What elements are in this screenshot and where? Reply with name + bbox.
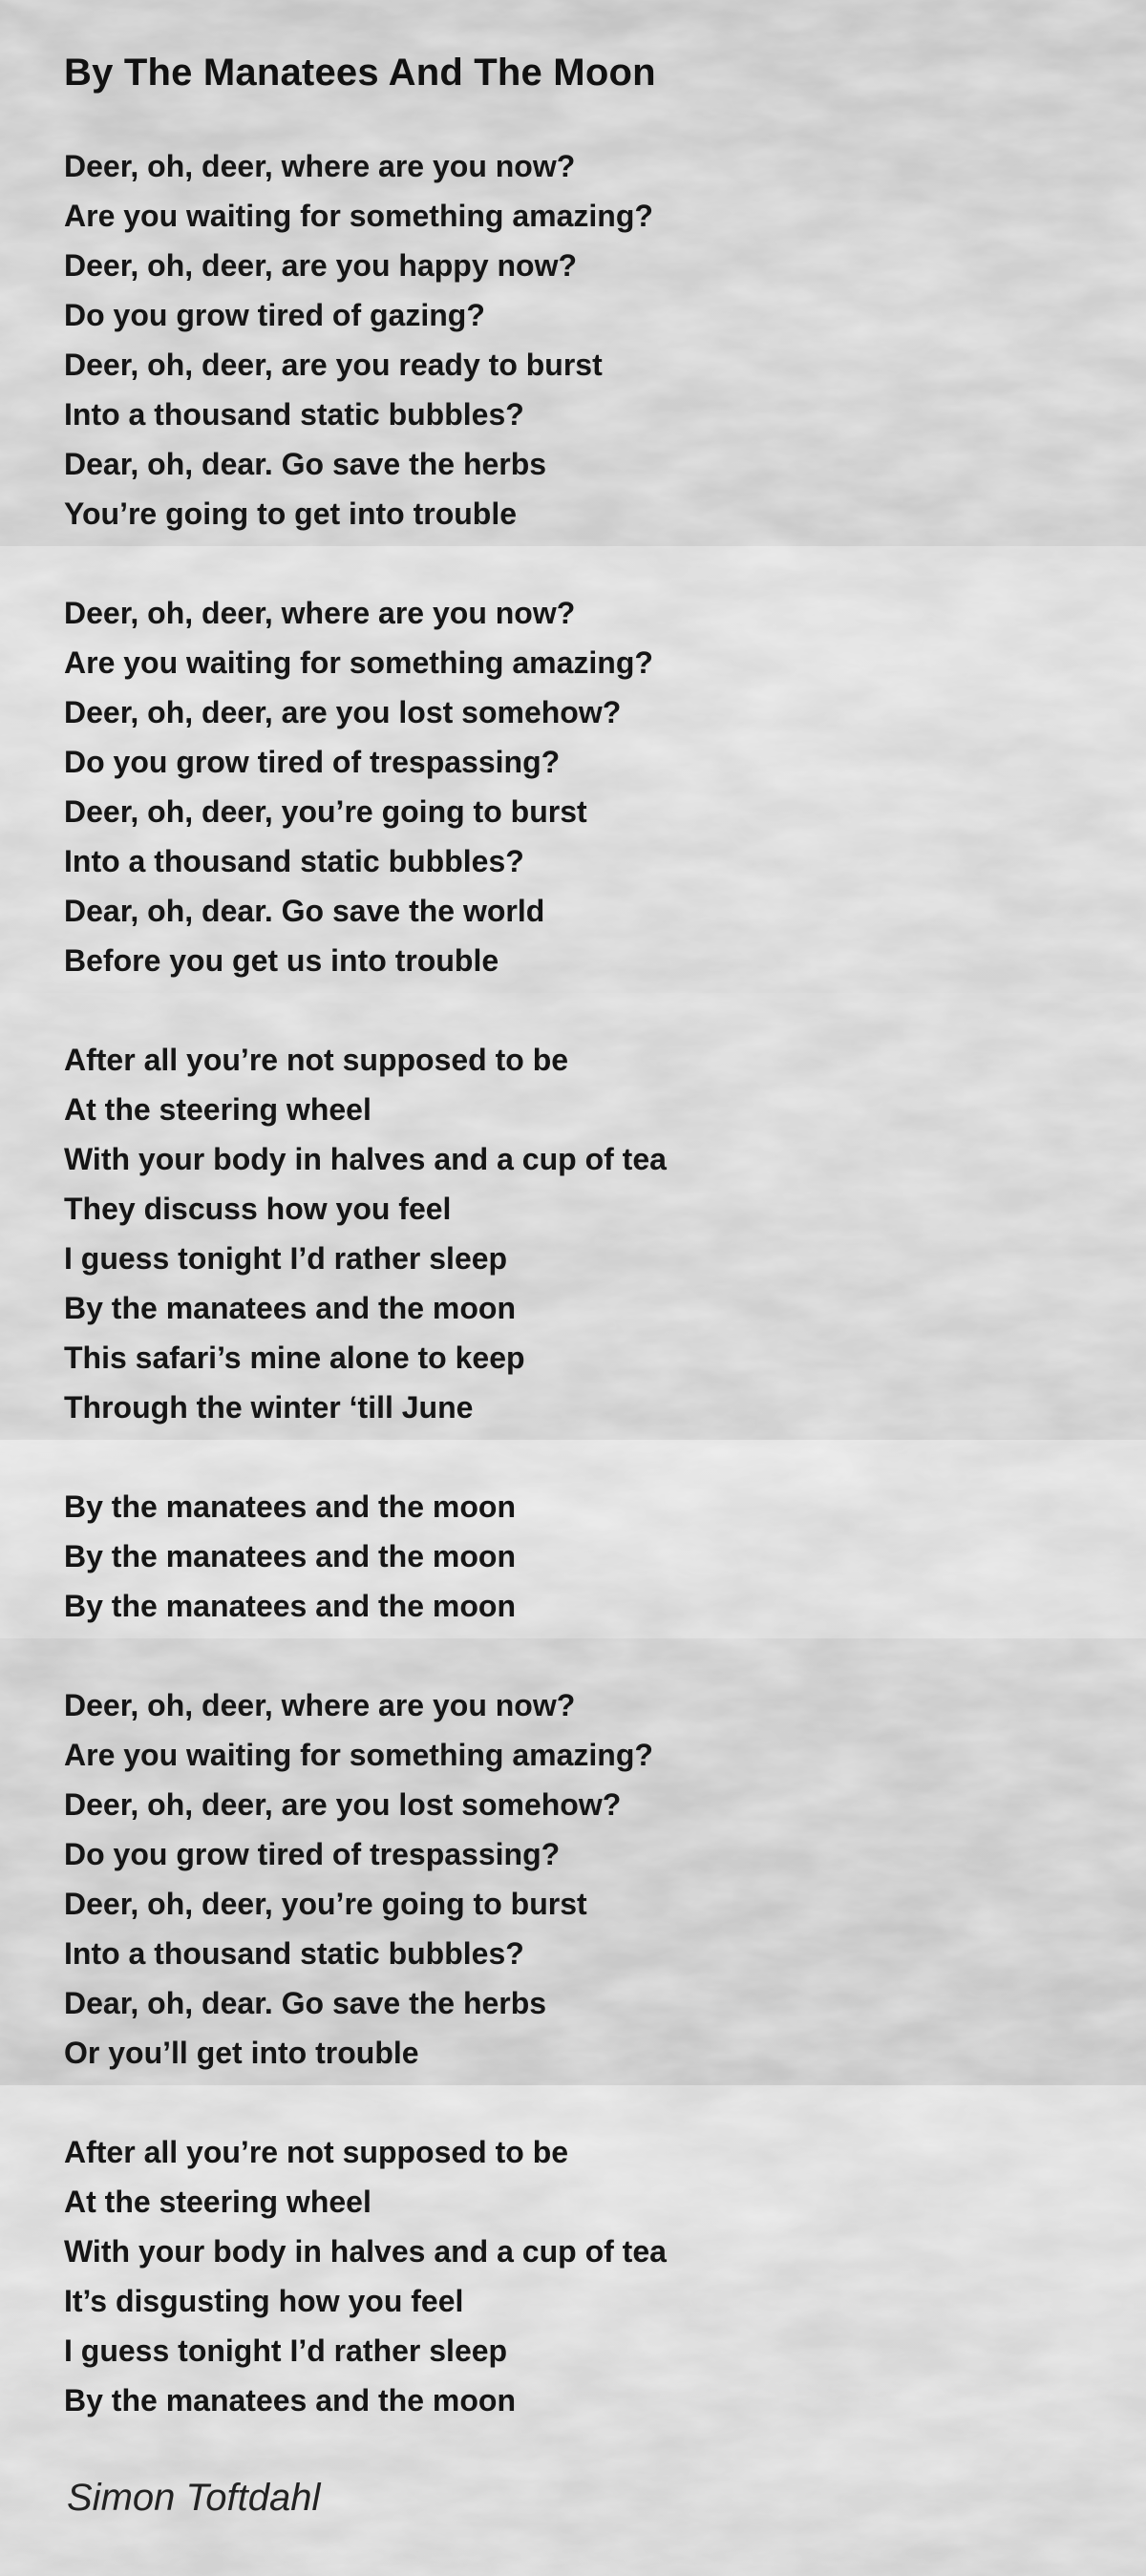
poem-author: Simon Toftdahl — [67, 2477, 321, 2519]
poem-line: Dear, oh, dear. Go save the herbs — [64, 447, 547, 481]
poem-line: Deer, oh, deer, are you lost somehow? — [64, 1787, 622, 1822]
poem-line: By the manatees and the moon — [64, 1539, 516, 1573]
poem-line: With your body in halves and a cup of tea — [64, 2234, 667, 2269]
poem-line: By the manatees and the moon — [64, 1489, 516, 1524]
poem-line: By the manatees and the moon — [64, 2383, 516, 2418]
poem-line: Deer, oh, deer, you’re going to burst — [64, 794, 587, 829]
poem-line: Deer, oh, deer, where are you now? — [64, 149, 576, 183]
poem-title: By The Manatees And The Moon — [64, 52, 656, 94]
poem-line: Are you waiting for something amazing? — [64, 199, 653, 233]
poem-stanza — [64, 2127, 667, 2425]
poem-line: This safari’s mine alone to keep — [64, 1341, 525, 1375]
poem-line: Are you waiting for something amazing? — [64, 645, 653, 680]
poem-line: Deer, oh, deer, are you happy now? — [64, 248, 578, 283]
poem-stanza — [64, 588, 653, 985]
poem-line: Do you grow tired of trespassing? — [64, 745, 561, 779]
poem-line: You’re going to get into trouble — [64, 496, 518, 531]
poem-line: After all you’re not supposed to be — [64, 1043, 569, 1077]
poem-stanza — [64, 1482, 516, 1631]
poem-line: Before you get us into trouble — [64, 943, 499, 978]
poem-line: By the manatees and the moon — [64, 1291, 516, 1325]
poem-content — [64, 50, 1095, 2519]
poem-stanza — [64, 141, 653, 538]
poem-line: Deer, oh, deer, where are you now? — [64, 1688, 576, 1722]
poem-line: Are you waiting for something amazing? — [64, 1738, 653, 1772]
poem-line: Deer, oh, deer, are you lost somehow? — [64, 695, 622, 729]
poem-line: Deer, oh, deer, you’re going to burst — [64, 1887, 587, 1921]
poem-line: With your body in halves and a cup of tea — [64, 1142, 667, 1176]
poem-line: Dear, oh, dear. Go save the world — [64, 894, 545, 928]
poem-line: At the steering wheel — [64, 2185, 371, 2219]
poem-line: Through the winter ‘till June — [64, 1390, 474, 1425]
poem-line: Into a thousand static bubbles? — [64, 844, 524, 878]
poem-line: It’s disgusting how you feel — [64, 2284, 464, 2318]
poem-line: Do you grow tired of gazing? — [64, 298, 485, 332]
poem-line: Or you’ll get into trouble — [64, 2036, 419, 2070]
poem-line: I guess tonight I’d rather sleep — [64, 1241, 508, 1276]
poem-line: I guess tonight I’d rather sleep — [64, 2333, 508, 2368]
poem-line: Deer, oh, deer, are you ready to burst — [64, 348, 603, 382]
poem-line: At the steering wheel — [64, 1092, 371, 1127]
poem-line: Deer, oh, deer, where are you now? — [64, 596, 576, 630]
poem-stanza — [64, 1680, 653, 2078]
poem-line: By the manatees and the moon — [64, 1589, 516, 1623]
poem-line: They discuss how you feel — [64, 1192, 452, 1226]
poem-line: After all you’re not supposed to be — [64, 2135, 569, 2169]
poem-line: Dear, oh, dear. Go save the herbs — [64, 1986, 547, 2020]
poem-line: Into a thousand static bubbles? — [64, 1936, 524, 1971]
poem-line: Into a thousand static bubbles? — [64, 397, 524, 432]
poem-line: Do you grow tired of trespassing? — [64, 1837, 561, 1871]
poem-stanza — [64, 1035, 667, 1432]
